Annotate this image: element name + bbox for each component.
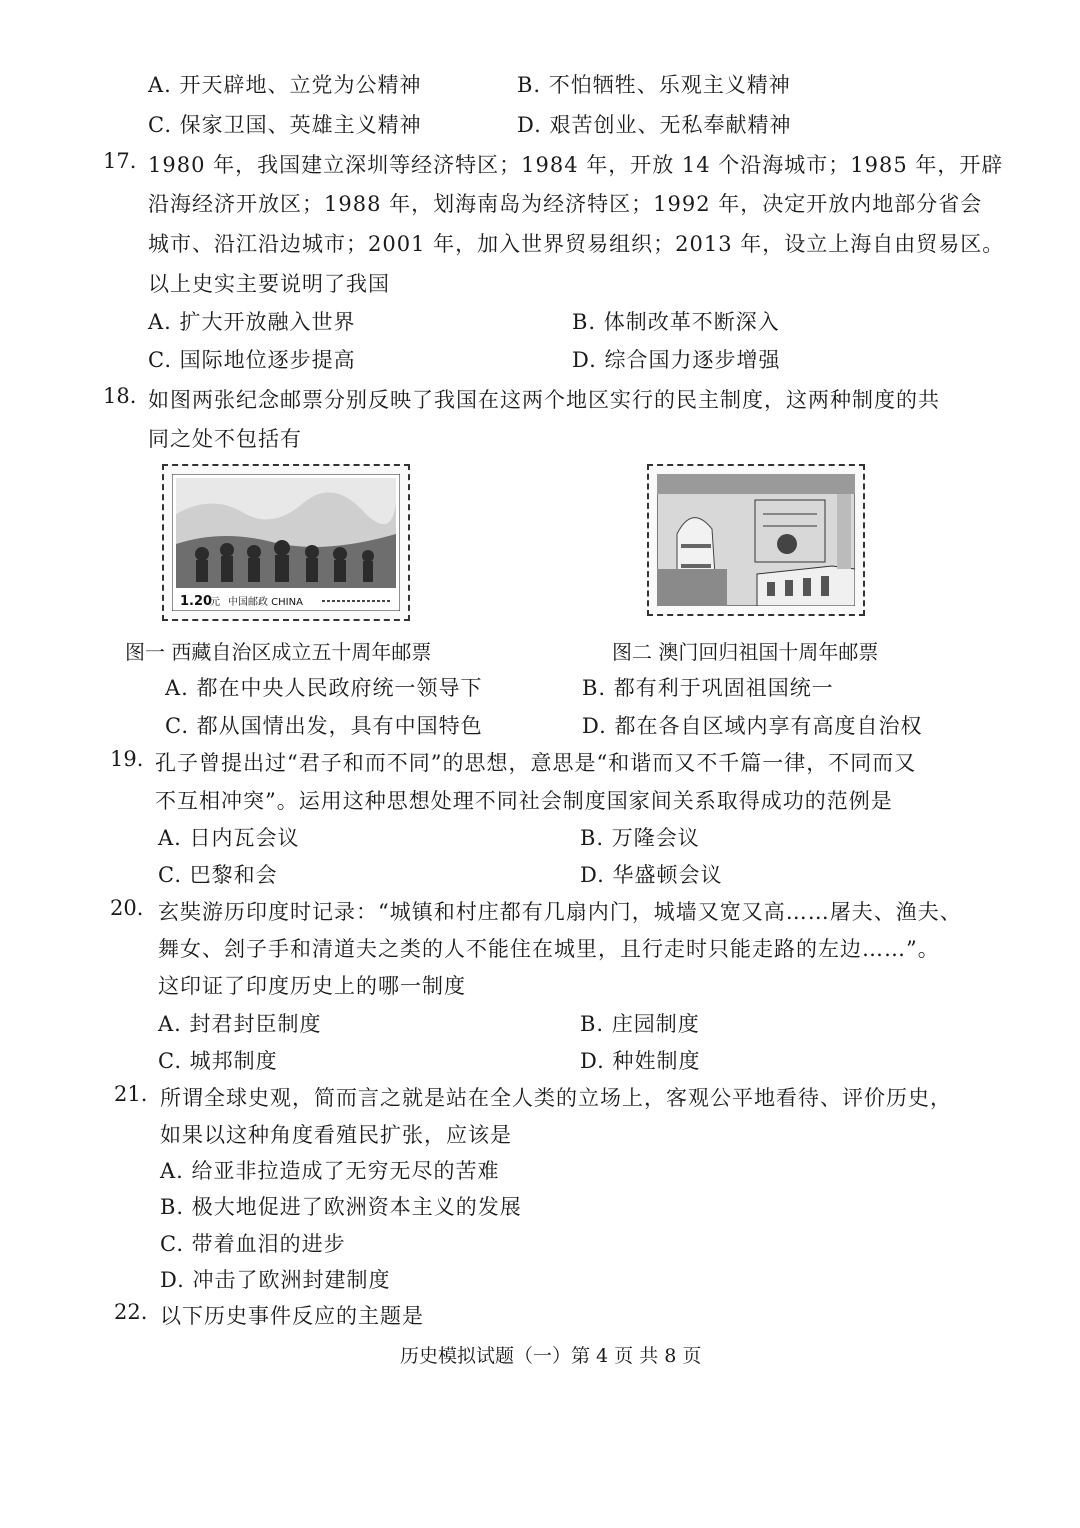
q22-stem: 以下历史事件反应的主题是 [160, 1304, 424, 1328]
q17-stem-line: 以上史实主要说明了我国 [148, 272, 390, 296]
stamp-tibet-face-value: 1.20 [180, 594, 213, 609]
stamp-macau-illustration [657, 474, 855, 606]
q17-option-d: D. 综合国力逐步增强 [572, 348, 781, 372]
q19-stem-line: 孔子曾提出过“君子和而不同”的思想，意思是“和谐而又不千篇一律，不同而又 [155, 751, 917, 775]
stamp-tibet-postal-name: 中国邮政 CHINA [228, 597, 303, 608]
q20-number: 20. [110, 896, 144, 920]
q17-option-b: B. 体制改革不断深入 [572, 310, 780, 334]
q19-number: 19. [110, 747, 144, 771]
q21-stem-line: 如果以这种角度看殖民扩张，应该是 [160, 1123, 512, 1147]
caption-figure-2: 图二 澳门回归祖国十周年邮票 [612, 640, 879, 664]
q17-option-a: A. 扩大开放融入世界 [148, 310, 356, 334]
q18-number: 18. [103, 384, 137, 408]
stamp-tibet [162, 464, 410, 621]
stamp-macau [647, 464, 865, 616]
q18-stem-line: 如图两张纪念邮票分别反映了我国在这两个地区实行的民主制度，这两种制度的共 [148, 388, 940, 412]
q20-stem-line: 玄奘游历印度时记录：“城镇和村庄都有几扇内门，城墙又宽又高……屠夫、渔夫、 [158, 900, 962, 924]
q22-number: 22. [114, 1300, 148, 1324]
q19-option-b: B. 万隆会议 [580, 826, 700, 850]
q18-option-b: B. 都有利于巩固祖国统一 [582, 676, 834, 700]
q17-stem-line: 1980 年，我国建立深圳等经济特区；1984 年，开放 14 个沿海城市；1985 年，开辟 [148, 153, 1004, 177]
q20-stem-line: 这印证了印度历史上的哪一制度 [158, 974, 466, 998]
q19-option-c: C. 巴黎和会 [158, 863, 278, 887]
q21-stem-line: 所谓全球史观，简而言之就是站在全人类的立场上，客观公平地看待、评价历史， [160, 1086, 952, 1110]
q21-number: 21. [114, 1082, 148, 1106]
q20-option-c: C. 城邦制度 [158, 1049, 278, 1073]
q18-stem-line: 同之处不包括有 [148, 427, 302, 451]
q16-option-d: D. 艰苦创业、无私奉献精神 [517, 113, 792, 137]
page-footer: 历史模拟试题（一）第 4 页 共 8 页 [400, 1345, 702, 1367]
q20-stem-line: 舞女、刽子手和清道夫之类的人不能住在城里，且行走时只能走路的左边……”。 [158, 937, 940, 961]
q20-option-a: A. 封君封臣制度 [158, 1012, 322, 1036]
stamp-tibet-unit: 元 [210, 597, 220, 608]
q16-option-b: B. 不怕牺牲、乐观主义精神 [517, 73, 791, 97]
q19-option-a: A. 日内瓦会议 [158, 826, 300, 850]
q16-option-a: A. 开天辟地、立党为公精神 [148, 73, 422, 97]
q21-option-d: D. 冲击了欧洲封建制度 [160, 1268, 391, 1292]
q21-option-a: A. 给亚非拉造成了无穷无尽的苦难 [160, 1159, 500, 1183]
q17-option-c: C. 国际地位逐步提高 [148, 348, 356, 372]
q20-option-d: D. 种姓制度 [580, 1049, 701, 1073]
stamp-tibet-illustration [172, 474, 400, 611]
q17-number: 17. [103, 149, 137, 173]
q17-stem-line: 沿海经济开放区；1988 年，划海南岛为经济特区；1992 年，决定开放内地部分省会 [148, 192, 983, 216]
q19-option-d: D. 华盛顿会议 [580, 863, 723, 887]
q19-stem-line: 不互相冲突”。运用这种思想处理不同社会制度国家间关系取得成功的范例是 [155, 789, 893, 813]
q16-option-c: C. 保家卫国、英雄主义精神 [148, 113, 422, 137]
q18-option-a: A. 都在中央人民政府统一领导下 [165, 676, 483, 700]
q21-option-b: B. 极大地促进了欧洲资本主义的发展 [160, 1195, 522, 1219]
q18-option-d: D. 都在各自区域内享有高度自治权 [582, 714, 923, 738]
q20-option-b: B. 庄园制度 [580, 1012, 700, 1036]
q18-option-c: C. 都从国情出发，具有中国特色 [165, 714, 483, 738]
caption-figure-1: 图一 西藏自治区成立五十周年邮票 [125, 640, 432, 664]
q21-option-c: C. 带着血泪的进步 [160, 1232, 346, 1256]
q17-stem-line: 城市、沿江沿边城市；2001 年，加入世界贸易组织；2013 年，设立上海自由贸易区。 [148, 232, 1005, 256]
